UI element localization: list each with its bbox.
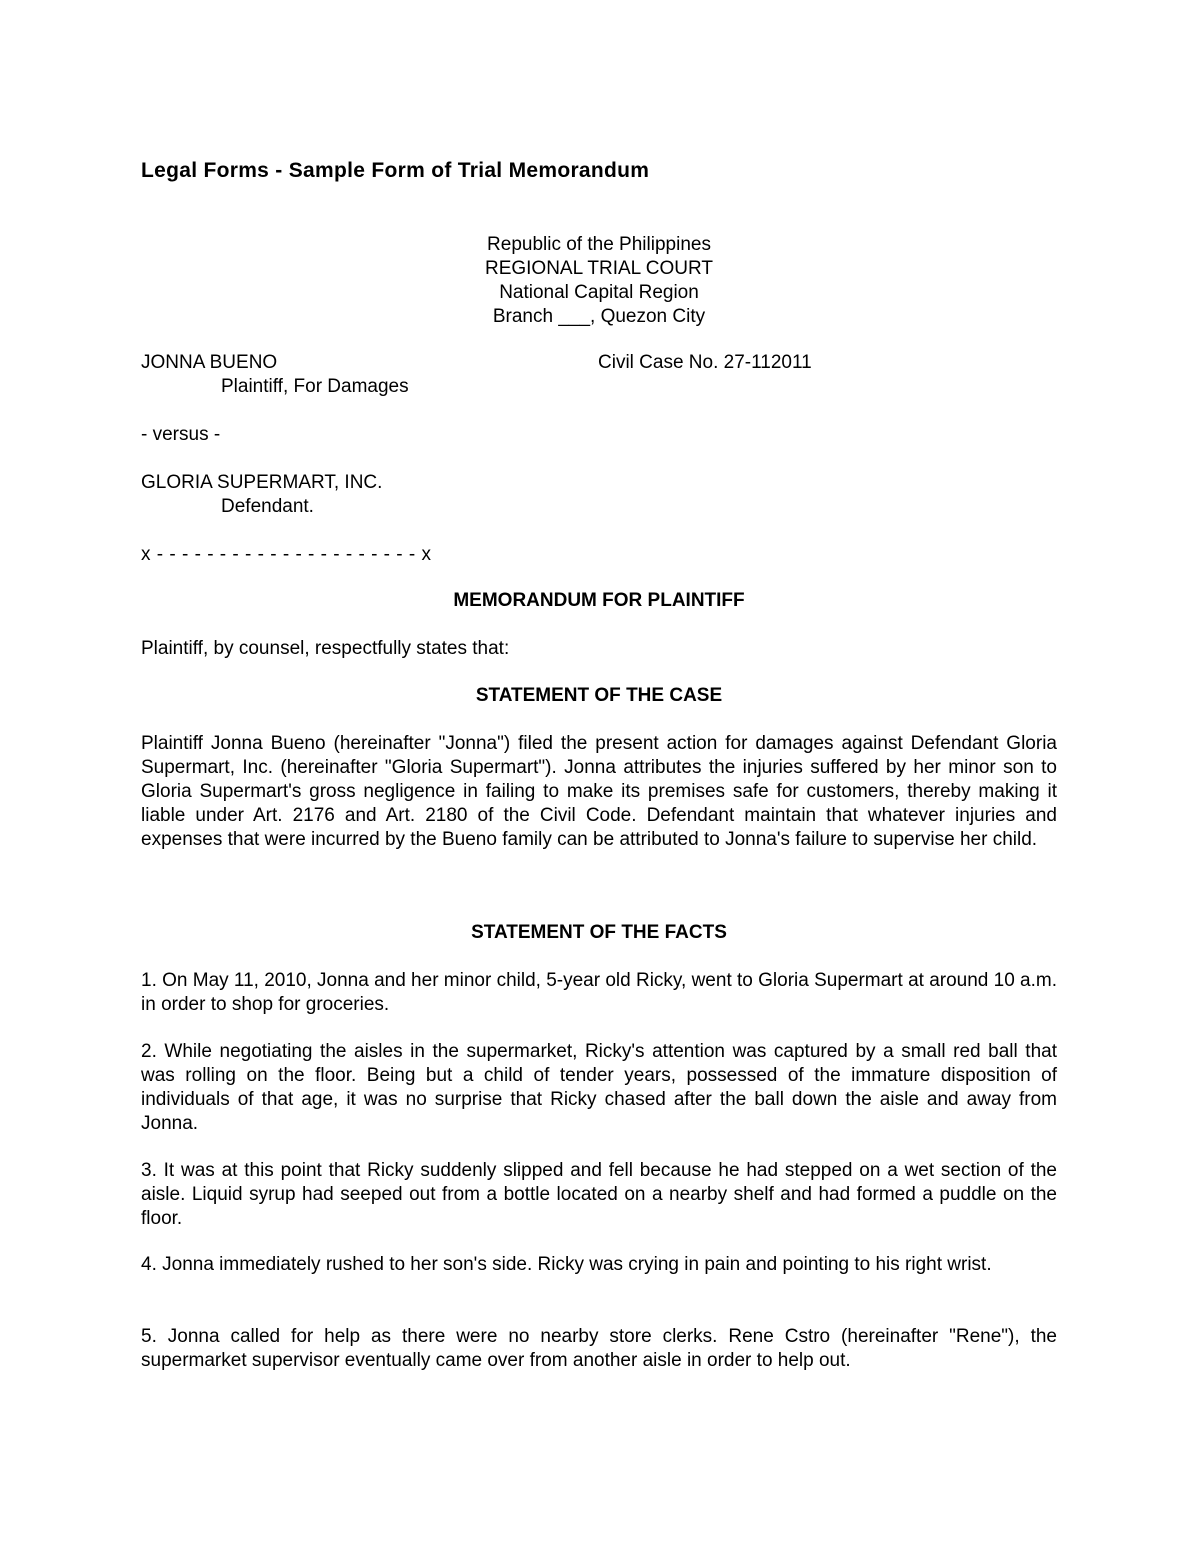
case-heading: STATEMENT OF THE CASE	[475, 685, 723, 706]
case-number: Civil Case No. 27-112011	[598, 352, 812, 373]
court-region: National Capital Region	[499, 282, 699, 303]
fact-item: 4. Jonna immediately rushed to her son's side. Ricky was crying in pain and pointing to his right wrist.	[141, 1254, 992, 1275]
plaintiff-name: JONNA BUENO	[141, 352, 278, 373]
court-branch: Branch ___, Quezon City	[492, 306, 706, 327]
caption-separator: x - - - - - - - - - - - - - - - - - - - - - x	[141, 544, 432, 565]
court-name: REGIONAL TRIAL COURT	[484, 258, 714, 279]
plaintiff-role: Plaintiff, For Damages	[221, 376, 409, 397]
case-paragraph: Plaintiff Jonna Bueno (hereinafter "Jonna") filed the present action for damages against Defendant Gloria Supermart, Inc. (hereinafter "Gloria Supermart"). Jonna attributes the injuries suffered by her minor son to Gloria Supermart's gross negligence in failing to make its premises safe for customers, thereby making it liable under Art. 2176 and Art. 2180 of the Civil Code. Defendant maintain that whatever injuries and expenses that were incurred by the Bueno family can be attributed to Jonna's failure to supervise her child.	[141, 733, 1057, 850]
court-country: Republic of the Philippines	[487, 234, 711, 255]
document-page	[141, 0, 1057, 1553]
facts-heading: STATEMENT OF THE FACTS	[471, 922, 727, 943]
defendant-role: Defendant.	[221, 496, 314, 517]
fact-item: 5. Jonna called for help as there were no nearby store clerks. Rene Cstro (hereinafter "Rene"), the supermarket supervisor eventually came over from another aisle in order to help out.	[141, 1326, 1057, 1371]
document-title: Legal Forms - Sample Form of Trial Memorandum	[141, 159, 650, 182]
versus-label: - versus -	[141, 424, 221, 445]
fact-item: 2. While negotiating the aisles in the supermarket, Ricky's attention was captured by a small red ball that was rolling on the floor. Being but a child of tender years, possessed of the immature disposition of individuals of that age, it was no surprise that Ricky chased after the ball down the aisle and away from Jonna.	[141, 1041, 1057, 1134]
intro-paragraph: Plaintiff, by counsel, respectfully states that:	[141, 638, 510, 659]
fact-item: 1. On May 11, 2010, Jonna and her minor child, 5-year old Ricky, went to Gloria Supermart at around 10 a.m. in order to shop for groceries.	[141, 970, 1057, 1015]
fact-item: 3. It was at this point that Ricky suddenly slipped and fell because he had stepped on a wet section of the aisle. Liquid syrup had seeped out from a bottle located on a nearby shelf and had formed a puddle on the floor.	[141, 1160, 1057, 1229]
memorandum-heading: MEMORANDUM FOR PLAINTIFF	[453, 590, 745, 611]
court-header	[141, 233, 1057, 329]
case-caption	[141, 351, 1057, 567]
defendant-name: GLORIA SUPERMART, INC.	[141, 472, 383, 493]
